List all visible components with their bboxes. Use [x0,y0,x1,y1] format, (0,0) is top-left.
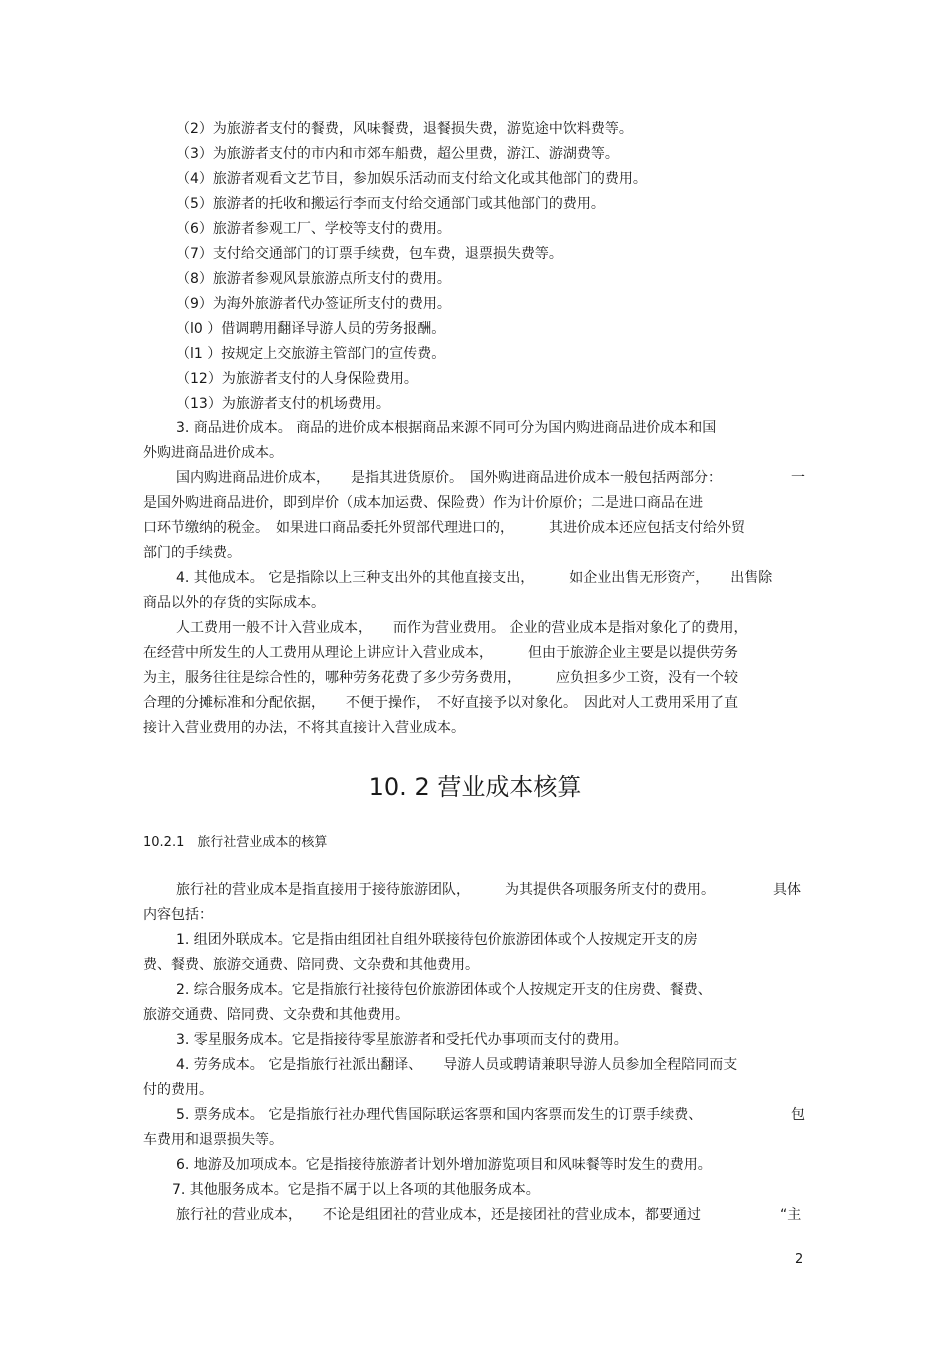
paragraph-line: 付的费用。 [143,1082,213,1098]
paragraph-line: 4. 劳务成本。 它是指旅行社派出翻译、 导游人员或聘请兼职导游人员参加全程陪同而支 [176,1057,738,1073]
list-item: （9）为海外旅游者代办签证所支付的费用。 [176,296,451,312]
paragraph-line: 旅行社的营业成本， 不论是组团社的营业成本，还是接团社的营业成本，都要通过 [176,1207,701,1223]
list-item: （2）为旅游者支付的餐费，风味餐费，退餐损失费，游览途中饮料费等。 [176,121,633,137]
paragraph-line: 是国外购进商品进价，即到岸价（成本加运费、保险费）作为计价原价；二是进口商品在进 [143,495,703,511]
paragraph-line: 旅行社的营业成本是指直接用于接待旅游团队， 为其提供各项服务所支付的费用。 [176,882,715,898]
list-item: （l1 ）按规定上交旅游主管部门的宣传费。 [176,346,446,362]
list-item: （7）支付给交通部门的订票手续费，包车费，退票损失费等。 [176,246,563,262]
paragraph-line: 商品以外的存货的实际成本。 [143,595,325,611]
paragraph-line: 4. 其他成本。 它是指除以上三种支出外的其他直接支出， 如企业出售无形资产， 出售除 [176,570,773,586]
paragraph-line: 旅游交通费、陪同费、文杂费和其他费用。 [143,1007,409,1023]
paragraph-line: 2. 综合服务成本。它是指旅行社接待包价旅游团体或个人按规定开支的住房费、餐费、 [176,982,712,998]
paragraph-line: 合理的分摊标准和分配依据， 不便于操作， 不好直接予以对象化。 因此对人工费用采用了直 [143,695,738,711]
paragraph-line: 费、餐费、旅游交通费、陪同费、文杂费和其他费用。 [143,957,479,973]
paragraph-line: 在经营中所发生的人工费用从理论上讲应计入营业成本， 但由于旅游企业主要是以提供劳务 [143,645,738,661]
page-number: 2 [795,1252,804,1267]
list-item: （4）旅游者观看文艺节目，参加娱乐活动而支付给文化或其他部门的费用。 [176,171,647,187]
list-item: （8）旅游者参观风景旅游点所支付的费用。 [176,271,451,287]
paragraph-line: 部门的手续费。 [143,545,241,561]
list-item: （5）旅游者的托收和搬运行李而支付给交通部门或其他部门的费用。 [176,196,605,212]
paragraph-line: 接计入营业费用的办法，不将其直接计入营业成本。 [143,720,465,736]
paragraph-line: 人工费用一般不计入营业成本， 而作为营业费用。 企业的营业成本是指对象化了的费用， [176,620,748,636]
list-item: （12）为旅游者支付的人身保险费用。 [176,371,418,387]
section-heading: 10. 2 营业成本核算 [368,773,582,801]
paragraph-line: 车费用和退票损失等。 [143,1132,283,1148]
paragraph-line: 内容包括： [143,907,213,923]
subsection-heading: 10.2.1 旅行社营业成本的核算 [143,835,328,850]
list-item: （13）为旅游者支付的机场费用。 [176,396,390,412]
paragraph-line: 外购进商品进价成本。 [143,445,283,461]
paragraph-line: “主 [780,1207,802,1223]
list-item: （6）旅游者参观工厂、学校等支付的费用。 [176,221,451,237]
paragraph-line: 为主，服务往往是综合性的，哪种劳务花费了多少劳务费用， 应负担多少工资，没有一个较 [143,670,738,686]
paragraph-line: 国内购进商品进价成本， 是指其进货原价。 国外购进商品进价成本一般包括两部分： [176,470,722,486]
paragraph-line: 3. 商品进价成本。 商品的进价成本根据商品来源不同可分为国内购进商品进价成本和国 [176,420,717,436]
paragraph-line: 5. 票务成本。 它是指旅行社办理代售国际联运客票和国内客票而发生的订票手续费、 [176,1107,703,1123]
paragraph-line: 3. 零星服务成本。它是指接待零星旅游者和受托代办事项而支付的费用。 [176,1032,628,1048]
paragraph-line: 1. 组团外联成本。它是指由组团社自组外联接待包价旅游团体或个人按规定开支的房 [176,932,698,948]
paragraph-line: 7. 其他服务成本。它是指不属于以上各项的其他服务成本。 [172,1182,540,1198]
list-item: （3）为旅游者支付的市内和市郊车船费，超公里费，游江、游湖费等。 [176,146,619,162]
paragraph-line: 6. 地游及加项成本。它是指接待旅游者计划外增加游览项目和风味餐等时发生的费用。 [176,1157,712,1173]
paragraph-line: 一 [791,470,805,486]
list-item: （l0 ）借调聘用翻译导游人员的劳务报酬。 [176,321,446,337]
paragraph-line: 包 [791,1107,805,1123]
paragraph-line: 口环节缴纳的税金。 如果进口商品委托外贸部代理进口的， 其进价成本还应包括支付给外贸 [143,520,745,536]
paragraph-line: 具体 [773,882,801,898]
